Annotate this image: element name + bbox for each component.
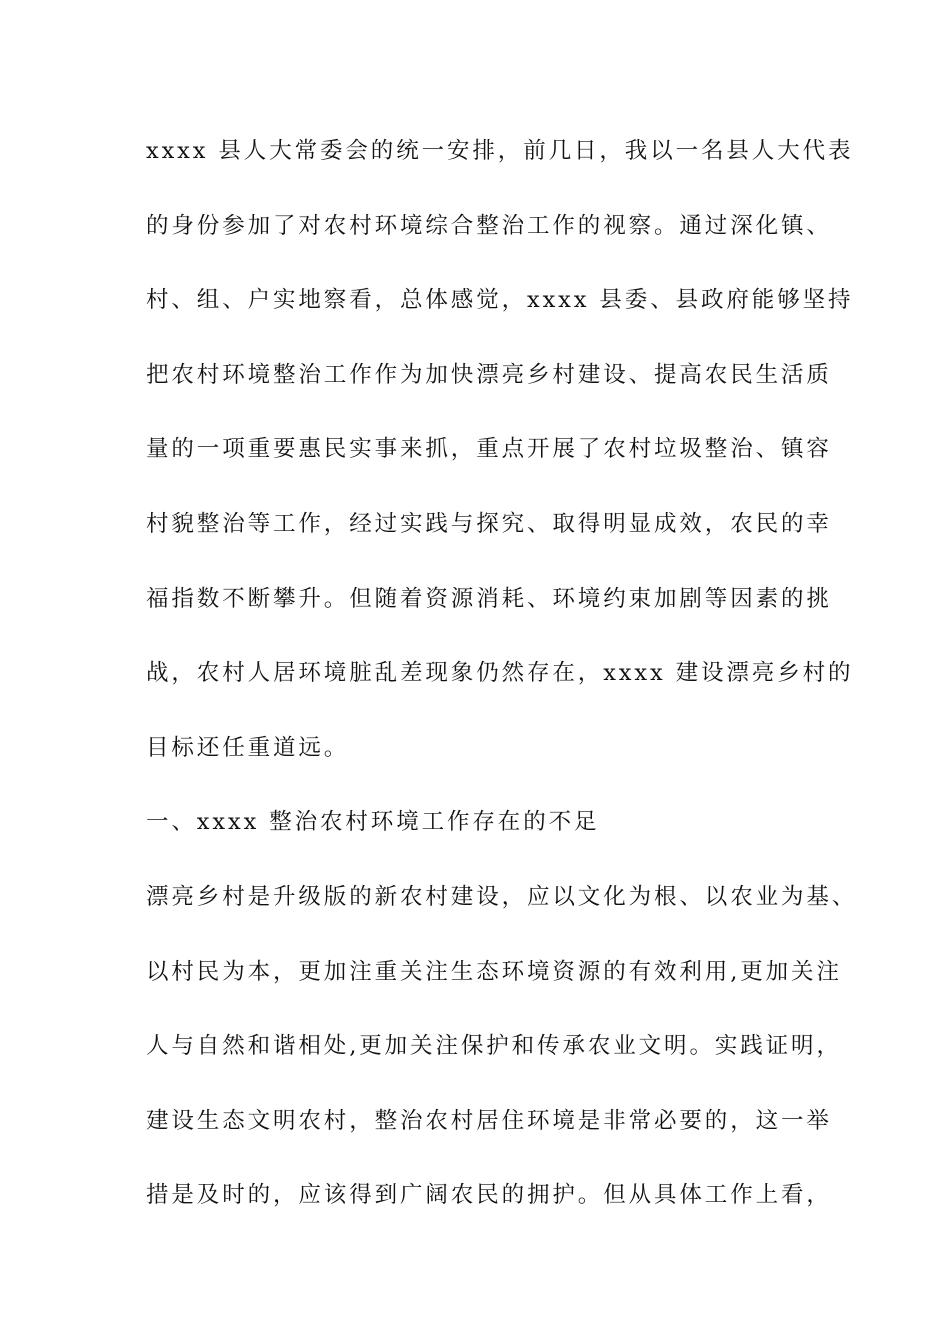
paragraph-line: 目标还任重道远。 bbox=[146, 734, 350, 761]
paragraph-line: 村貌整治等工作，经过实践与探究、取得明显成效，农民的幸 bbox=[146, 510, 832, 537]
paragraph-line: 把农村环境整治工作作为加快漂亮乡村建设、提高农民生活质 bbox=[146, 361, 832, 388]
paragraph-line: 的身份参加了对农村环境综合整治工作的视察。通过深化镇、 bbox=[146, 212, 832, 239]
paragraph-line: 以村民为本，更加注重关注生态环境资源的有效利用,更加关注 bbox=[146, 958, 842, 985]
paragraph-line: 漂亮乡村是升级版的新农村建设，应以文化为根、以农业为基、 bbox=[146, 883, 858, 910]
paragraph-line: 村、组、户实地察看，总体感觉，xxxx 县委、县政府能够坚持 bbox=[146, 287, 854, 314]
paragraph-line: 福指数不断攀升。但随着资源消耗、环境约束加剧等因素的挑 bbox=[146, 585, 832, 612]
document-body bbox=[146, 133, 858, 1252]
paragraph-line: 措是及时的，应该得到广阔农民的拥护。但从具体工作上看， bbox=[146, 1182, 832, 1209]
paragraph-line: 量的一项重要惠民实事来抓，重点开展了农村垃圾整治、镇容 bbox=[146, 436, 832, 463]
paragraph-line: xxxx 县人大常委会的统一安排，前几日，我以一名县人大代表 bbox=[146, 138, 854, 164]
paragraph-line: 人与自然和谐相处,更加关注保护和传承农业文明。实践证明， bbox=[146, 1033, 842, 1060]
section-heading: 一、xxxx 整治农村环境工作存在的不足 bbox=[146, 809, 600, 836]
paragraph-line: 建设生态文明农村，整治农村居住环境是非常必要的，这一举 bbox=[146, 1107, 832, 1134]
paragraph-line: 战，农村人居环境脏乱差现象仍然存在，xxxx 建设漂亮乡村的 bbox=[146, 660, 854, 687]
